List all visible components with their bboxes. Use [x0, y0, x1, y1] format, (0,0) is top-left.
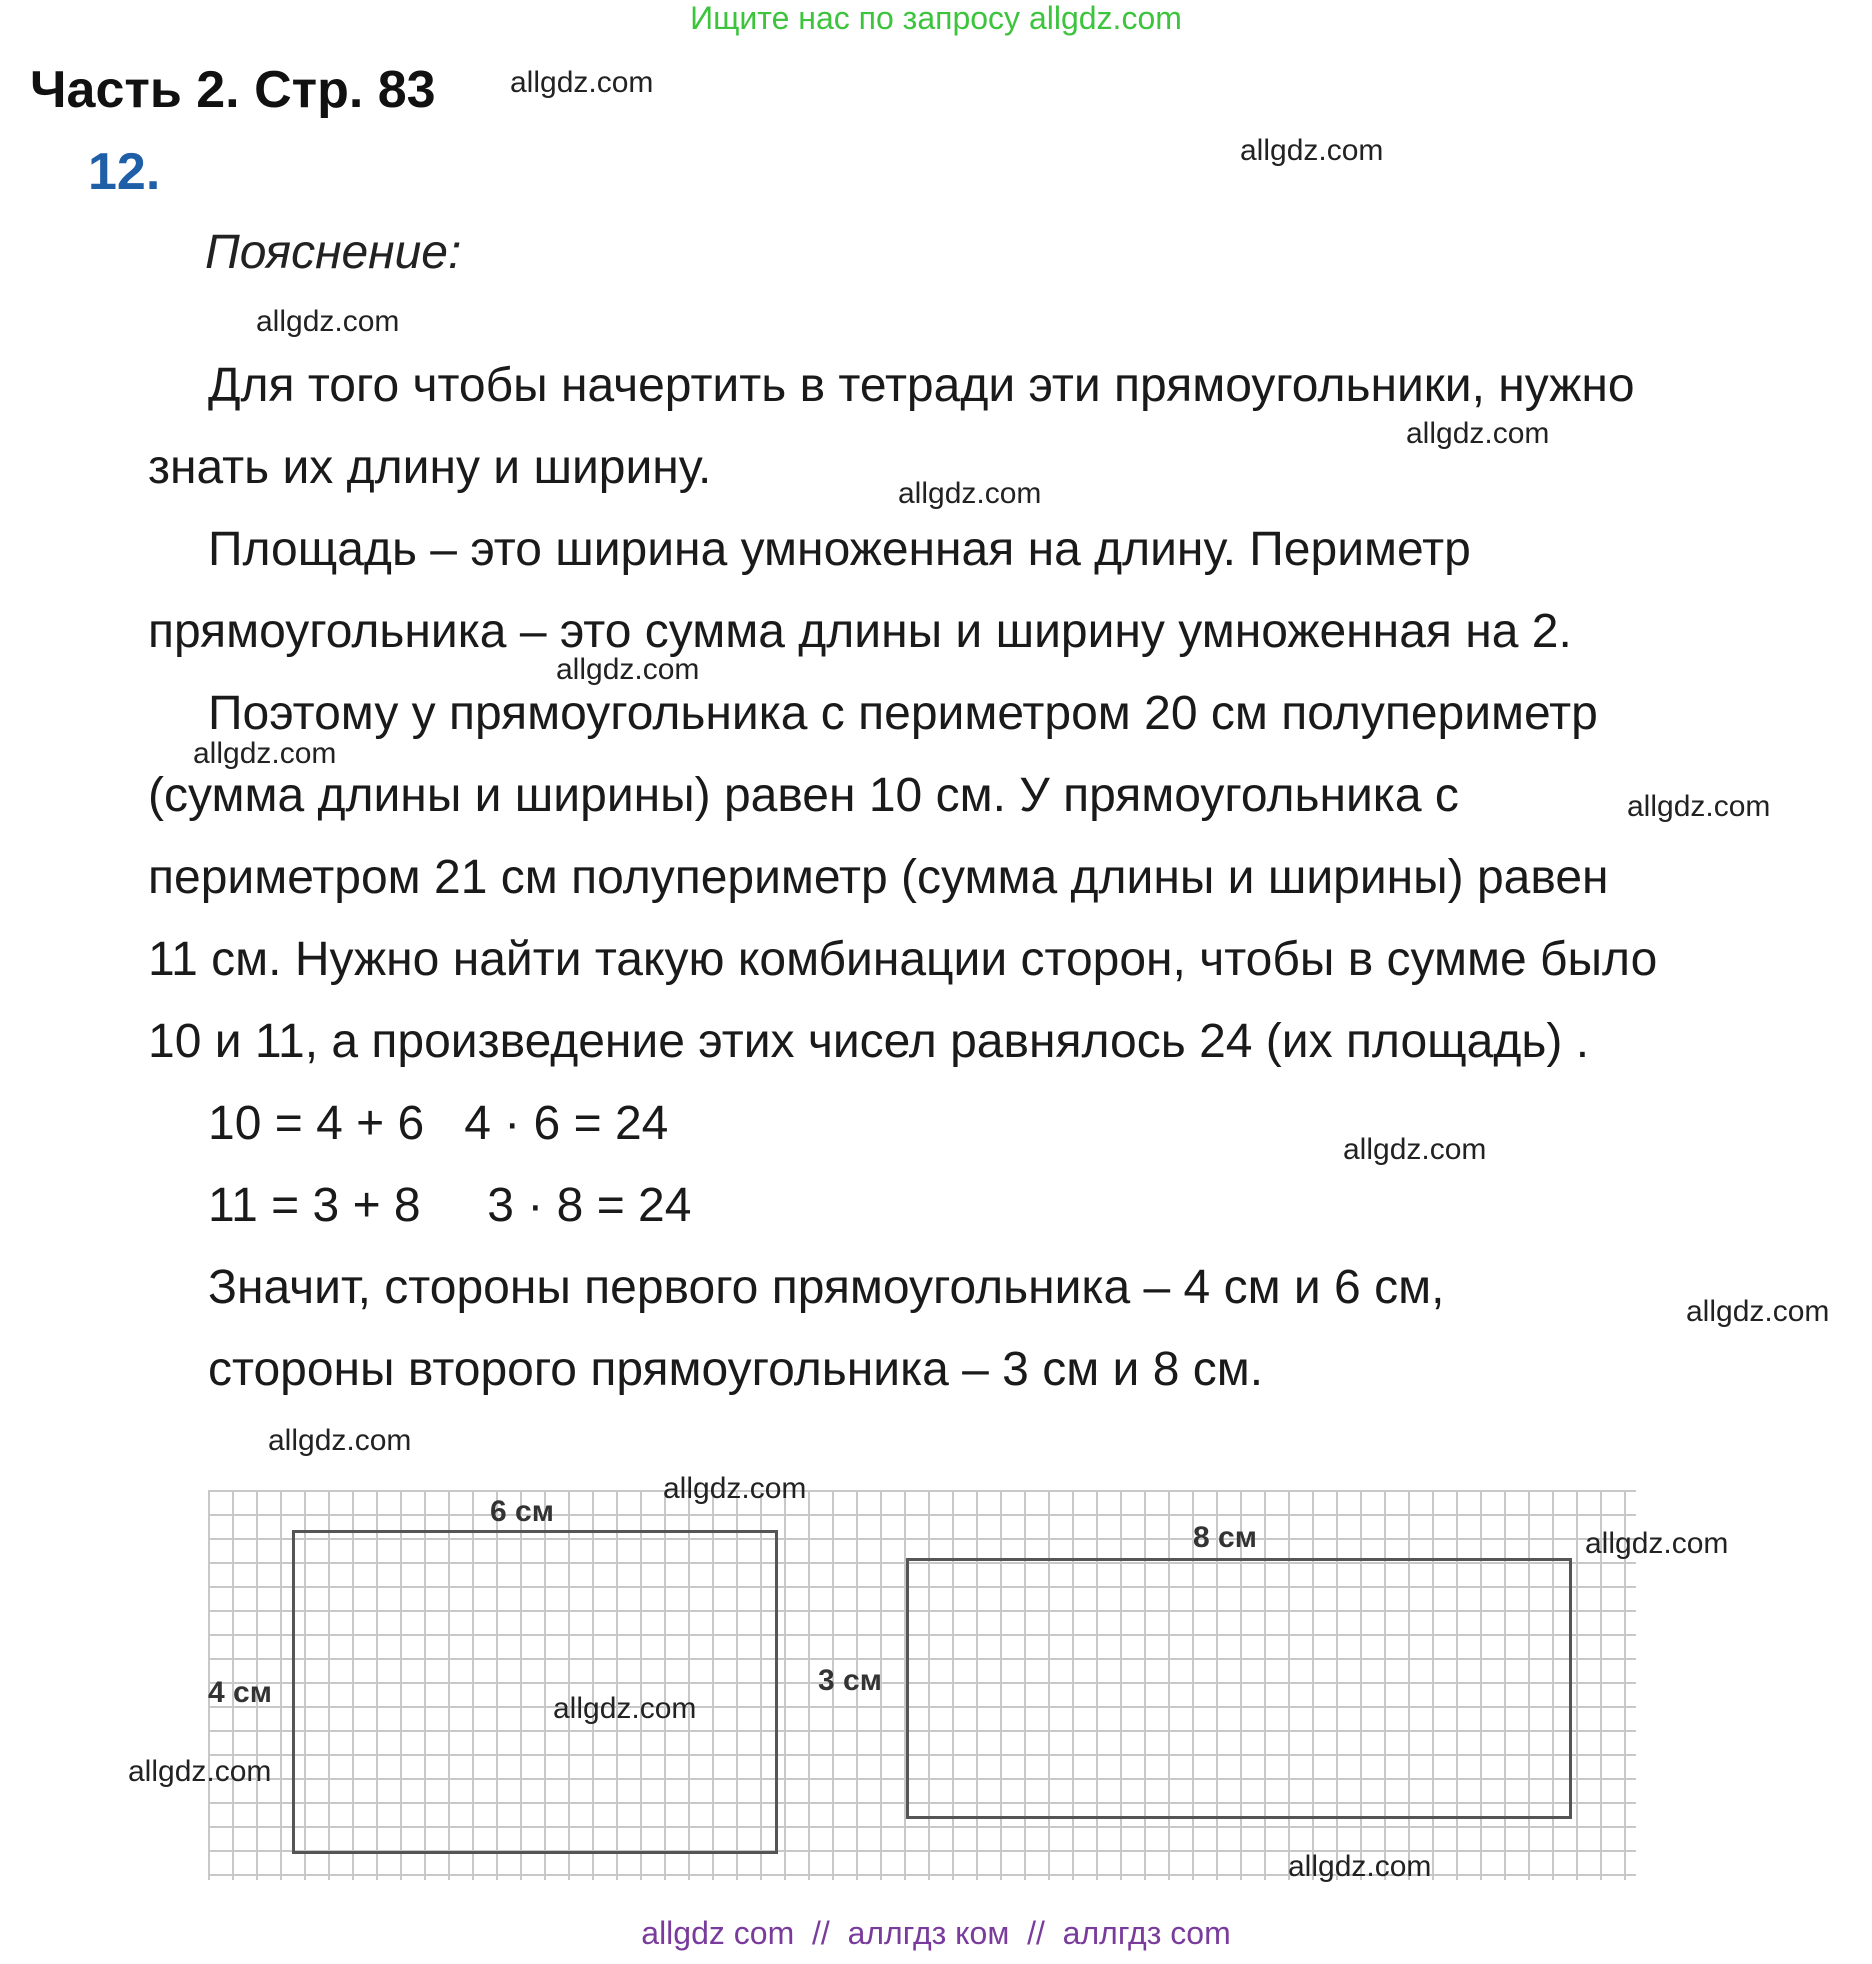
- watermark: allgdz.com: [1288, 1850, 1432, 1883]
- explanation-label: Пояснение:: [205, 226, 462, 279]
- watermark: allgdz.com: [553, 1692, 697, 1725]
- rect1-width-label: 6 см: [490, 1495, 554, 1528]
- rectangle-2: [906, 1558, 1572, 1819]
- equation-2: 11 = 3 + 8 3 · 8 = 24: [208, 1179, 692, 1232]
- rectangle-1: [292, 1530, 778, 1854]
- watermark: allgdz.com: [556, 653, 700, 686]
- watermark: allgdz.com: [1627, 790, 1771, 823]
- paragraph-line-2: знать их длину и ширину.: [148, 441, 712, 494]
- watermark: allgdz.com: [510, 66, 654, 99]
- watermark: allgdz.com: [1406, 417, 1550, 450]
- paragraph-line-7: периметром 21 см полупериметр (сумма длины и ширины) равен: [148, 851, 1609, 904]
- equation-1: 10 = 4 + 6 4 · 6 = 24: [208, 1097, 669, 1150]
- footer: allgdz com // аллгдз ком // аллгдз com: [641, 1915, 1231, 1951]
- watermark: allgdz.com: [256, 305, 400, 338]
- watermark: allgdz.com: [1343, 1133, 1487, 1166]
- rect2-width-label: 8 см: [1193, 1521, 1257, 1554]
- paragraph-line-1: Для того чтобы начертить в тетради эти прямоугольники, нужно: [208, 359, 1635, 412]
- conclusion-line-2: стороны второго прямоугольника – 3 см и 8 см.: [208, 1343, 1264, 1396]
- conclusion-line-1: Значит, стороны первого прямоугольника – 4 см и 6 см,: [208, 1261, 1445, 1314]
- page-title: Часть 2. Стр. 83: [30, 61, 436, 119]
- paragraph-line-8: 11 см. Нужно найти такую комбинации сторон, чтобы в сумме было: [148, 933, 1658, 986]
- rect2-height-label: 3 см: [818, 1664, 882, 1697]
- watermark: allgdz.com: [898, 477, 1042, 510]
- watermark: allgdz.com: [1585, 1527, 1729, 1560]
- paragraph-line-4: прямоугольника – это сумма длины и ширину умноженная на 2.: [148, 605, 1572, 658]
- paragraph-line-5: Поэтому у прямоугольника с периметром 20 см полупериметр: [208, 687, 1598, 740]
- watermark: allgdz.com: [1240, 134, 1384, 167]
- top-banner: Ищите нас по запросу allgdz.com: [690, 0, 1182, 36]
- rect1-height-label: 4 см: [208, 1676, 272, 1709]
- watermark: allgdz.com: [268, 1424, 412, 1457]
- task-number: 12.: [88, 143, 161, 201]
- watermark: allgdz.com: [128, 1755, 272, 1788]
- watermark: allgdz.com: [663, 1472, 807, 1505]
- paragraph-line-3: Площадь – это ширина умноженная на длину. Периметр: [208, 523, 1471, 576]
- paragraph-line-9: 10 и 11, а произведение этих чисел равнялось 24 (их площадь) .: [148, 1015, 1590, 1068]
- watermark: allgdz.com: [1686, 1295, 1830, 1328]
- watermark: allgdz.com: [193, 737, 337, 770]
- paragraph-line-6: (сумма длины и ширины) равен 10 см. У прямоугольника с: [148, 769, 1459, 822]
